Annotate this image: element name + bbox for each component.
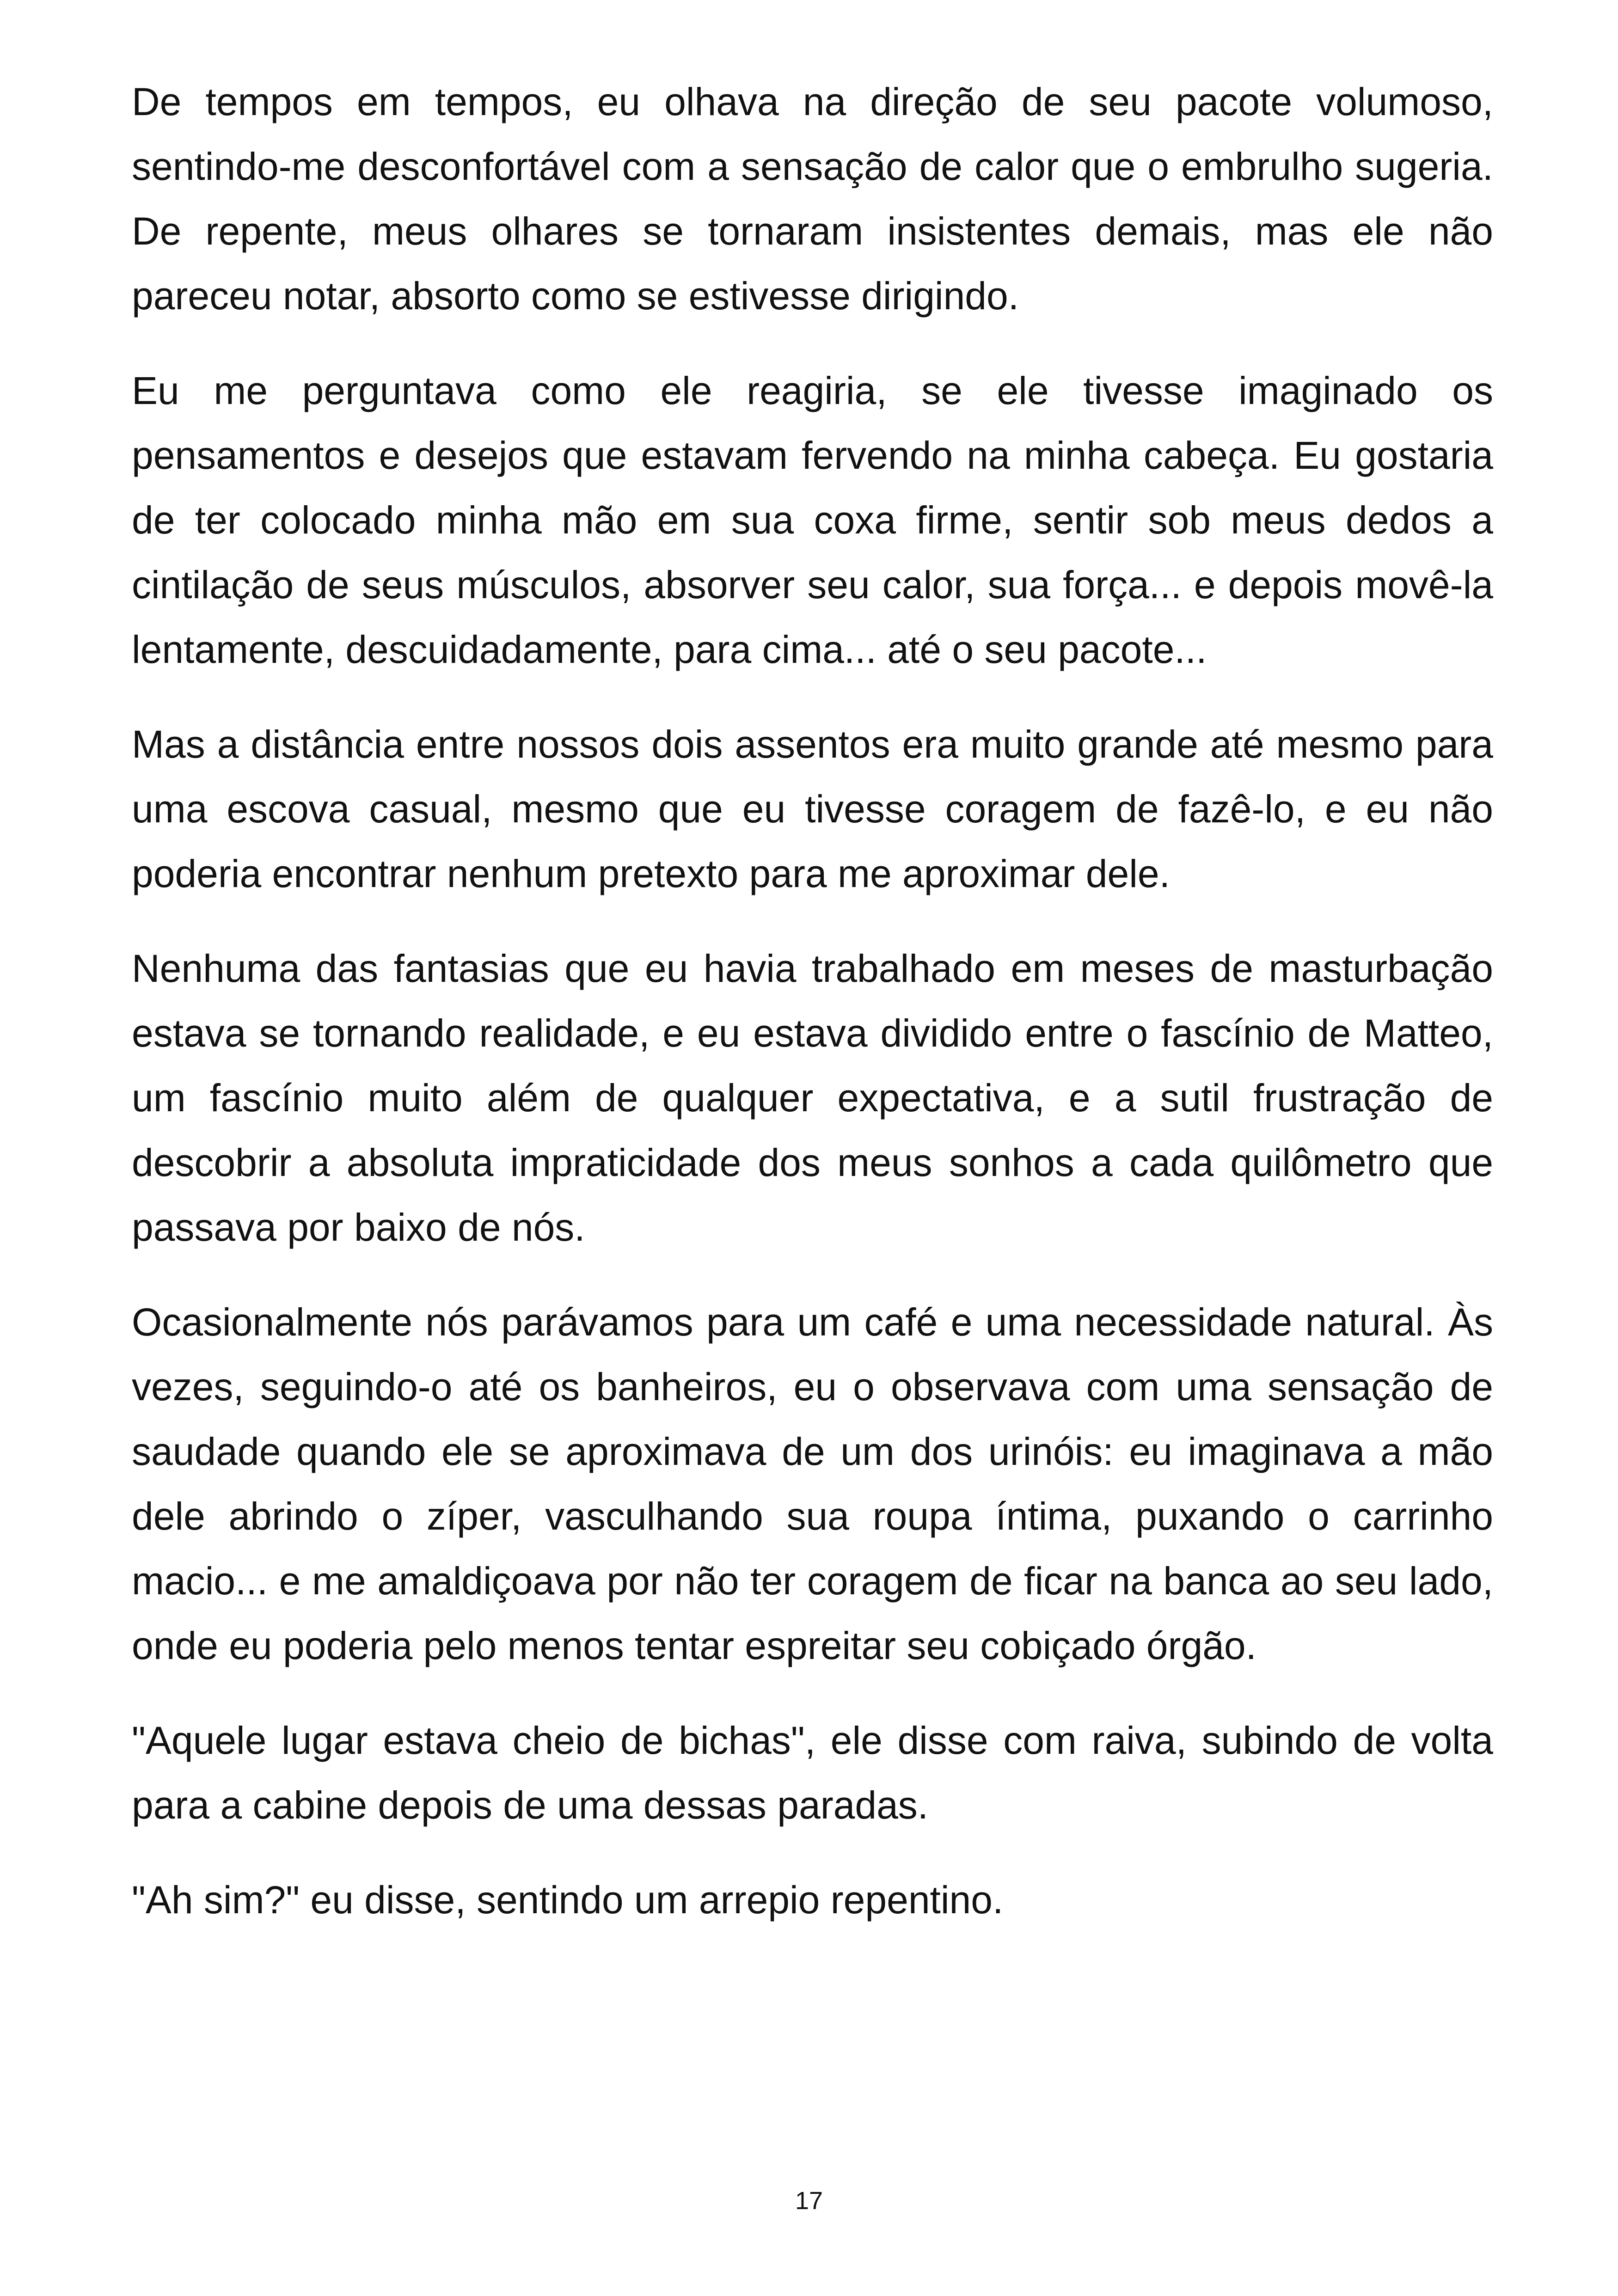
paragraph: "Ah sim?" eu disse, sentindo um arrepio repentino. [132,1878,1004,1922]
paragraph: De tempos em tempos, eu olhava na direção de seu pacote volumoso, sentindo-me desconfortável com a sensação de calor que o embrulho sugeria. De repente, meus olhares se tornaram insistentes demais, mas ele não pareceu notar, absorto como se estivesse dirigindo. [132,80,1493,318]
paragraph: "Aquele lugar estava cheio de bichas", ele disse com raiva, subindo de volta para a cabine depois de uma dessas paradas. [132,1719,1493,1827]
paragraph: Nenhuma das fantasias que eu havia trabalhado em meses de masturbação estava se tornando realidade, e eu estava dividido entre o fascínio de Matteo, um fascínio muito além de qualquer expectativa, e a sutil frustração de descobrir a absoluta impraticidade dos meus sonhos a cada quilômetro que passava por baixo de nós. [132,947,1493,1249]
body-text [132,69,1493,1962]
paragraph: Eu me perguntava como ele reagiria, se ele tivesse imaginado os pensamentos e desejos que estavam fervendo na minha cabeça. Eu gostaria de ter colocado minha mão em sua coxa firme, sentir sob meus dedos a cintilação de seus músculos, absorver seu calor, sua força... e depois movê-la lentamente, descuidadamente, para cima... até o seu pacote... [132,369,1493,671]
paragraph: Mas a distância entre nossos dois assentos era muito grande até mesmo para uma escova casual, mesmo que eu tivesse coragem de fazê-lo, e eu não poderia encontrar nenhum pretexto para me aproximar dele. [132,722,1493,895]
paragraph: Ocasionalmente nós parávamos para um café e uma necessidade natural. Às vezes, seguindo-o até os banheiros, eu o observava com uma sensação de saudade quando ele se aproximava de um dos urinóis: eu imaginava a mão dele abrindo o zíper, vasculhando sua roupa íntima, puxando o carrinho macio... e me amaldiçoava por não ter coragem de ficar na banca ao seu lado, onde eu poderia pelo menos tentar espreitar seu cobiçado órgão. [132,1300,1493,1667]
page-number: 17 [795,2187,823,2215]
